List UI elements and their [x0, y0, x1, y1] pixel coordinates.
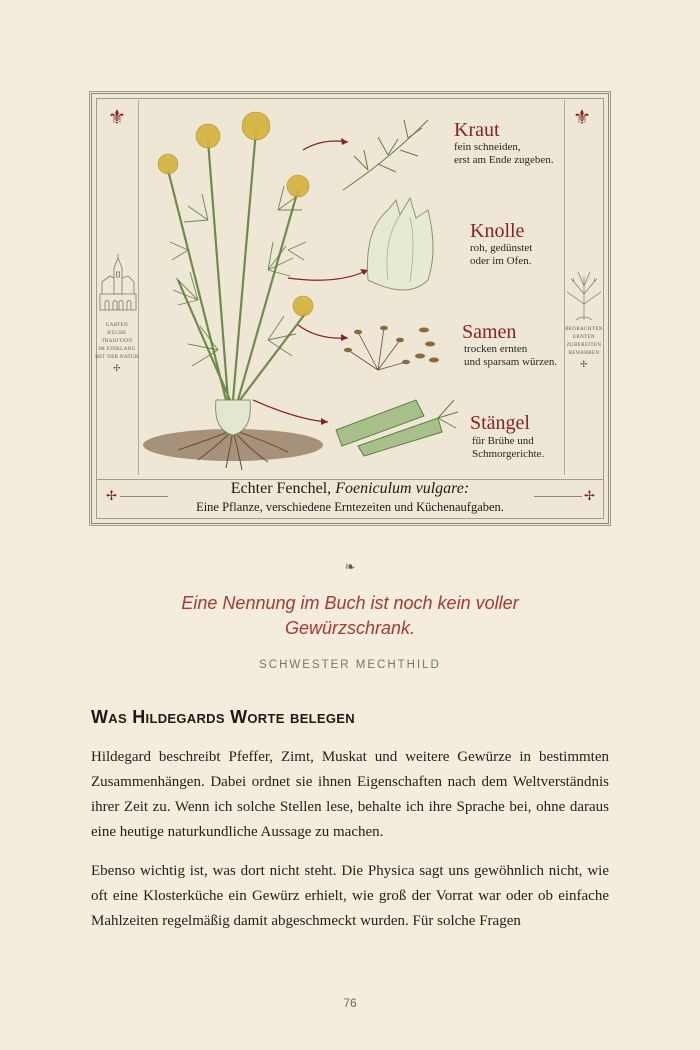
fleur-bottom-right-icon: ✢: [584, 488, 595, 503]
small-cross-icon: ✢: [580, 359, 588, 369]
label-line: erst am Ende zugeben.: [454, 154, 554, 166]
label-line: fein schneiden,: [454, 141, 521, 153]
fleur-bottom-left-icon: ✢: [106, 488, 117, 503]
body-paragraph: Ebenso wichtig ist, was dort nicht steht. Die Physica sagt uns gewöhnlich nicht, wie oft eine Klosterküche ein Gewürz erhielt, wie groß der Vorrat war oder ob einfache Mahlzeiten regelmäßig damit abgeschmeckt wurden. Für solche Fragen: [91, 863, 609, 929]
left-side-line: IM EINKLANG: [98, 347, 136, 352]
label-knolle-desc: [470, 242, 532, 268]
left-side-motto: [95, 322, 139, 374]
label-kraut-title: Kraut: [454, 119, 500, 141]
label-line: und sparsam würzen.: [464, 356, 558, 368]
label-line: für Brühe und: [472, 435, 534, 447]
label-samen-desc: [464, 343, 557, 369]
page-number: 76: [343, 996, 357, 1010]
right-side-line: ZUBEREITEN: [566, 343, 602, 348]
label-staengel-title: Stängel: [470, 412, 530, 434]
right-side-motto: [562, 326, 606, 370]
label-samen-title: Samen: [462, 321, 517, 343]
label-knolle-title: Knolle: [470, 220, 525, 242]
label-line: roh, gedünstet: [470, 242, 533, 254]
pull-quote: [140, 591, 560, 641]
left-side-line: KÜCHE: [107, 331, 127, 336]
section-heading: Was Hildegards Worte belegen: [91, 707, 355, 727]
plate-caption-subtitle: Eine Pflanze, verschiedene Erntezeiten und Küchenaufgaben.: [196, 500, 504, 514]
label-kraut-desc: [454, 141, 554, 167]
caption-common-name: Echter Fenchel,: [230, 480, 332, 497]
left-side-line: MIT DER NATUR: [95, 355, 139, 360]
botanical-plate: [91, 93, 609, 524]
label-line: Schmorgerichte.: [472, 448, 545, 460]
quote-line: Eine Nennung im Buch ist noch kein voller: [181, 593, 519, 613]
fleur-top-left-icon: ⚜: [108, 107, 126, 129]
right-side-line: ERNTEN: [572, 335, 596, 340]
plate-caption-title: [92, 480, 608, 498]
quote-line: Gewürzschrank.: [284, 618, 416, 638]
left-side-line: TRADITION: [101, 339, 133, 344]
label-line: oder im Ofen.: [470, 255, 532, 267]
label-line: trocken ernten: [464, 343, 528, 355]
fleuron-icon: ❧: [344, 559, 356, 574]
quote-attribution: SCHWESTER MECHTHILD: [259, 659, 441, 671]
chapel-icon: [98, 254, 138, 318]
left-side-line: GARTEN: [105, 323, 129, 328]
small-herb-icon: [564, 264, 604, 322]
right-side-line: BEOBACHTEN: [565, 327, 603, 332]
label-staengel-desc: [472, 435, 544, 461]
body-paragraph: Hildegard beschreibt Pfeffer, Zimt, Muskat und weitere Gewürze in bestimmten Zusammenhängen. Dabei ordnet sie ihnen Eigenschaften nach dem Weltverständnis ihrer Zeit zu. Wenn ich solche Stellen lese, behalte ich ihre Sprache bei, ohne daraus eine heutige naturkundliche Aussage zu machen.: [91, 749, 609, 840]
caption-latin-name: Foeniculum vulgare:: [335, 480, 470, 497]
small-cross-icon: ✢: [113, 363, 121, 373]
fleur-top-right-icon: ⚜: [573, 107, 591, 129]
right-side-line: BEWAHREN: [568, 351, 600, 356]
